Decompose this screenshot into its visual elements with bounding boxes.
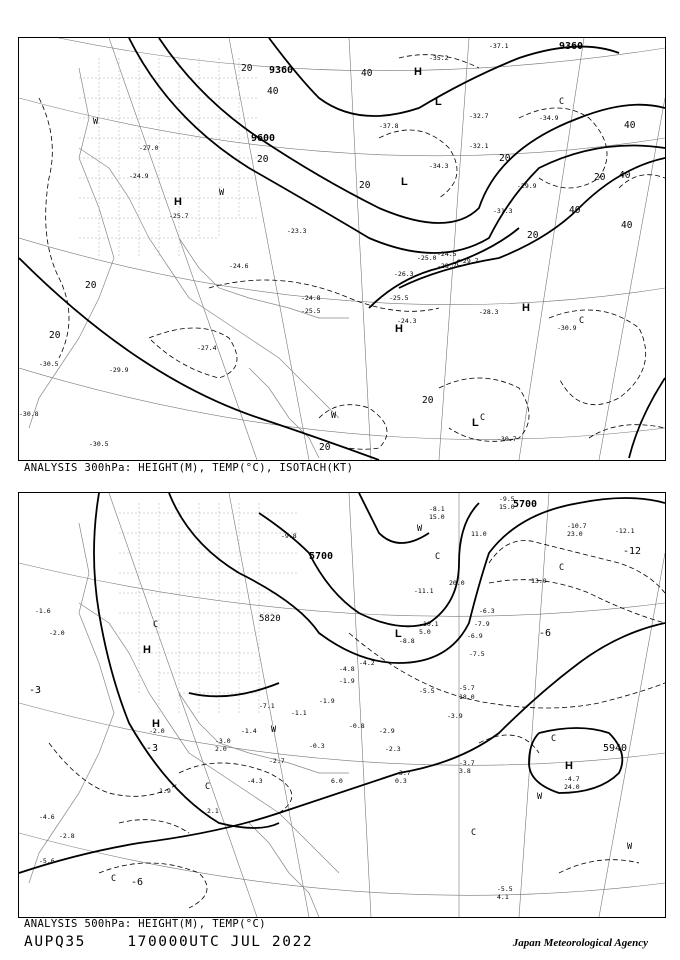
- high-pressure-marker: H: [414, 66, 422, 78]
- low-pressure-marker: L: [401, 176, 408, 188]
- warm-marker: W: [219, 188, 225, 198]
- temp-shading-500: [119, 503, 299, 713]
- dewpoint-value: 11.0: [471, 530, 487, 538]
- isotherm-label: -6: [539, 628, 552, 639]
- station-temp: -27.0: [139, 144, 159, 152]
- high-pressure-marker: H: [395, 323, 403, 335]
- agency-name: Japan Meteorological Agency: [512, 937, 648, 949]
- cold-marker: C: [471, 828, 477, 838]
- station-temp: -7.5: [469, 650, 485, 658]
- station-temp: -29.9: [517, 182, 537, 190]
- isotach-label: 40: [624, 120, 636, 131]
- station-temp: -5.5: [497, 885, 513, 893]
- isotach-label: 20: [499, 153, 511, 164]
- warm-cold-500: [111, 524, 633, 884]
- high-pressure-marker: H: [565, 760, 573, 772]
- dewpoint-value: 0.3: [395, 777, 407, 785]
- station-temp: -24.8: [301, 294, 321, 302]
- station-temp: -28.7: [437, 262, 457, 270]
- station-temp: -29.9: [109, 366, 129, 374]
- station-temp: -4.6: [39, 813, 55, 821]
- station-temp: -5.7: [459, 684, 475, 692]
- caption-500hpa: ANALYSIS 500hPa: HEIGHT(M), TEMP(°C): [24, 918, 266, 930]
- station-temp: -9.8: [281, 532, 297, 540]
- station-temp: -12.1: [615, 527, 635, 535]
- dewpoint-value: 13.0: [531, 577, 547, 585]
- dewpoint-value: 3.8: [459, 767, 471, 775]
- analysis-300hpa-map: [18, 37, 666, 461]
- caption-300hpa: ANALYSIS 300hPa: HEIGHT(M), TEMP(°C), ISOTACH(KT): [24, 462, 354, 474]
- station-temp: -30.5: [89, 440, 109, 448]
- low-pressure-marker: L: [395, 628, 402, 640]
- height-contours-300: [19, 38, 665, 460]
- station-temp: -7.9: [474, 620, 490, 628]
- cold-marker: C: [559, 563, 565, 573]
- valid-time: 170000UTC JUL 2022: [127, 934, 314, 950]
- coastline-300: [29, 68, 349, 458]
- dewpoint-value: 23.0: [567, 530, 583, 538]
- station-temp: -2.0: [149, 727, 165, 735]
- isotach-label: 20: [241, 63, 253, 74]
- station-temp: -2.0: [49, 629, 65, 637]
- cold-marker: C: [153, 620, 159, 630]
- station-temp: -5.6: [39, 857, 55, 865]
- isotach-label: 40: [569, 205, 581, 216]
- station-temp: -2.8: [59, 832, 75, 840]
- isotach-shading-300: [79, 58, 259, 258]
- station-temp: -3.7: [459, 759, 475, 767]
- station-temp: -25.5: [389, 294, 409, 302]
- station-temp: -1.6: [35, 607, 51, 615]
- station-temp: -29.7: [459, 257, 479, 265]
- station-temp: -27.4: [197, 344, 217, 352]
- dewpoint-value: 24.0: [564, 783, 580, 791]
- station-temp: -4.7: [564, 775, 580, 783]
- low-pressure-marker: L: [472, 417, 479, 429]
- station-temp: -10.7: [567, 522, 587, 530]
- station-temp: -6.3: [479, 607, 495, 615]
- dewpoint-value: 5.0: [419, 628, 431, 636]
- station-temp: -7.1: [259, 702, 275, 710]
- station-temp: -1.9: [319, 697, 335, 705]
- station-temp: -24.3: [397, 317, 417, 325]
- high-pressure-marker: H: [522, 302, 530, 314]
- station-temp: -37.1: [489, 42, 509, 50]
- station-temp: -3.7: [395, 769, 411, 777]
- cold-marker: C: [579, 316, 585, 326]
- station-temp: -24.9: [129, 172, 149, 180]
- isotach-label: 40: [361, 68, 373, 79]
- dewpoint-value: 4.1: [497, 893, 509, 901]
- pressure-systems-300: [174, 66, 530, 429]
- station-temp: -28.3: [479, 308, 499, 316]
- height-label: 9600: [251, 133, 276, 144]
- isotherm-label: -12: [623, 546, 642, 557]
- isotach-label: 40: [619, 170, 631, 181]
- station-temp: -37.8: [379, 122, 399, 130]
- station-temp: -23.3: [287, 227, 307, 235]
- station-temp: -8.8: [399, 637, 415, 645]
- station-temp: -26.3: [394, 270, 414, 278]
- isotherm-label: -3: [146, 743, 159, 754]
- station-temp: -34.9: [539, 114, 559, 122]
- station-temp: -0.3: [309, 742, 325, 750]
- station-temp: -35.2: [429, 54, 449, 62]
- station-temp: -2.9: [379, 727, 395, 735]
- cold-marker: C: [456, 259, 462, 269]
- station-temp: -2.7: [269, 757, 285, 765]
- dewpoint-value: 1.9: [159, 787, 171, 795]
- station-temp: -32.1: [469, 142, 489, 150]
- isotherm-label: -6: [131, 877, 144, 888]
- station-temp: -1.1: [291, 709, 307, 717]
- graticule-500: [19, 493, 665, 917]
- station-temp: -30.7: [497, 435, 517, 443]
- station-temp: -2.3: [385, 745, 401, 753]
- dewpoint-value: 18.0: [459, 693, 475, 701]
- chart-identifier: [24, 934, 313, 950]
- warm-marker: W: [417, 524, 423, 534]
- isotach-label: 20: [422, 395, 434, 406]
- dewpoint-value: 15.0: [499, 503, 515, 511]
- warm-marker: W: [627, 842, 633, 852]
- station-temp: -30.9: [557, 324, 577, 332]
- warm-marker: W: [93, 117, 99, 127]
- station-temp: -25.5: [301, 307, 321, 315]
- station-temp: -4.2: [359, 659, 375, 667]
- height-label: 9360: [269, 65, 294, 76]
- isotach-label: 20: [594, 172, 606, 183]
- station-temp: -10.1: [419, 620, 439, 628]
- warm-cold-300: [93, 97, 584, 423]
- station-temp: -9.5: [499, 495, 515, 503]
- station-temp: -11.1: [414, 587, 434, 595]
- height-label: 5940: [603, 743, 628, 754]
- warm-marker: W: [271, 725, 277, 735]
- station-temp: -5.5: [419, 687, 435, 695]
- station-temp: -3.0: [215, 737, 231, 745]
- graticule-300: [19, 38, 665, 460]
- map-300hpa-canvas: [19, 38, 665, 460]
- cold-marker: C: [480, 413, 486, 423]
- station-temp: -1.4: [241, 727, 257, 735]
- cold-marker: C: [205, 782, 211, 792]
- dewpoint-value: 15.0: [429, 513, 445, 521]
- station-temp: -24.6: [229, 262, 249, 270]
- map-500hpa-canvas: [19, 493, 665, 917]
- height-label: 9360: [559, 41, 584, 52]
- analysis-500hpa-map: [18, 492, 666, 918]
- station-temp: -8.1: [429, 505, 445, 513]
- pressure-systems-500: [143, 628, 573, 772]
- warm-marker: W: [537, 792, 543, 802]
- height-label: 5820: [259, 614, 281, 624]
- station-temp: -3.9: [447, 712, 463, 720]
- isotach-label: 20: [257, 154, 269, 165]
- isotach-label: 20: [359, 180, 371, 191]
- high-pressure-marker: H: [174, 196, 182, 208]
- station-temp: -4.8: [339, 665, 355, 673]
- high-pressure-marker: H: [143, 644, 151, 656]
- isotherm-labels-500: [29, 546, 641, 888]
- isotherm-label: -3: [29, 685, 42, 696]
- coastline-500: [29, 523, 349, 917]
- warm-marker: W: [331, 411, 337, 421]
- station-temp: -24.5: [437, 250, 457, 258]
- isotach-label: 40: [267, 86, 279, 97]
- station-temp: -25.0: [417, 254, 437, 262]
- station-temp: -6.9: [467, 632, 483, 640]
- isotach-label: 20: [85, 280, 97, 291]
- cold-marker: C: [435, 552, 441, 562]
- isotach-label: 20: [49, 330, 61, 341]
- cold-marker: C: [111, 874, 117, 884]
- height-label: 5700: [309, 551, 334, 562]
- chart-code: AUPQ35: [24, 934, 86, 950]
- station-temp: -4.3: [247, 777, 263, 785]
- cold-marker: C: [551, 734, 557, 744]
- station-temp: -30.5: [39, 360, 59, 368]
- dewpoint-value: 6.0: [331, 777, 343, 785]
- isotach-label: 20: [319, 442, 331, 453]
- station-temp: -0.8: [349, 722, 365, 730]
- height-label: 5700: [513, 499, 538, 510]
- low-pressure-marker: L: [435, 96, 442, 108]
- height-labels-300: [251, 41, 583, 144]
- station-temp: -25.7: [169, 212, 189, 220]
- high-pressure-marker: H: [152, 718, 160, 730]
- cold-marker: C: [559, 97, 565, 107]
- station-temp: -32.7: [469, 112, 489, 120]
- isotach-label: 20: [527, 230, 539, 241]
- station-temp: -34.3: [429, 162, 449, 170]
- station-temp: -31.3: [493, 207, 513, 215]
- dewpoint-value: 20.0: [449, 579, 465, 587]
- station-temp: -30.8: [19, 410, 39, 418]
- isotach-label: 40: [621, 220, 633, 231]
- station-temp: -1.9: [339, 677, 355, 685]
- dewpoint-value: 2.0: [215, 745, 227, 753]
- dewpoint-value: 2.1: [207, 807, 219, 815]
